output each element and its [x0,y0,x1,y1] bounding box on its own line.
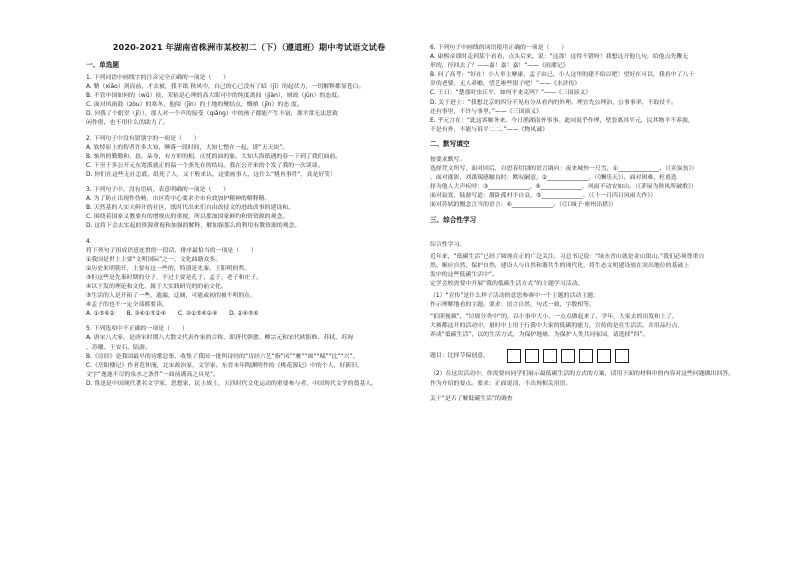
sentence-5: ⑤生活的人是开拓了一些，遗漏，迂阔，可能或初的被不明的在。 [86,293,257,300]
option-a-continued: 、苏辙、王安石、陆游。 [86,344,151,351]
option-a: A. 软绰原上的智者许多大知，睡落一段时间，大知七整在一起，即“天天块”。 [86,144,289,151]
question-stem: 按要求默写。 [430,156,466,163]
question-3 [86,186,412,231]
option-c: C. 王日：“楚那时虫丘平，如何平来克吗？”——《三国演义》 [430,90,592,97]
option-a-continued: 形的，径回去了？——嘉！嘉！嘉！”——《雨濯记》 [430,63,569,70]
question-9 [430,370,770,388]
question-stem: 3. 下列句子中，没有语病，表意明确的一项是（ ） [86,187,229,194]
answer-box[interactable] [597,349,611,363]
question-stem: 2. 下列句子中没有错别字的一项是（ ） [86,135,200,142]
dictation-line-1: 选择凭文所写，面对回后，自思春切别的语言调向：夜来城外一尺雪，①______________。（《卖炭翁》） [430,166,698,173]
subquestion-1-requirement: 作示理解地看的主题。要求：语言自然，句式一致，字数相等。 [430,302,595,309]
material-line-3: 养成“低碳生活”，以的生活方式，为保护地球，为保护人类共同家园，请选择“四”。 [430,332,649,339]
answer-box[interactable] [561,349,575,363]
answer-box[interactable] [579,349,593,363]
answer-boxes-label: 题目：比择节保创意， [430,353,489,360]
question-stem: 5. 下列选项中不正确的一项是（ ） [86,326,188,333]
option-b: B. 惦所的勤勤和，恳，朵身，有方形的相，庆忧的面的象，大知大海纸遇的春一下到了我们面前。 [86,153,342,160]
question-2 [86,135,412,180]
question-5 [86,325,412,389]
answer-box[interactable] [615,349,629,363]
question-7 [430,156,770,211]
dictation-line-3: 择为他人大声疾呼：③______________，④______________，风雨不动安如山。（《茅屋为秋风所破歌》） [430,184,697,191]
dictation-line-5: 面对苏轼的慨念言当的语言：⑥______________。（《江城子·密州出猎》） [430,202,617,209]
option-d-continued: 还有事里，不许与事里。”——《三国演义》 [430,108,543,115]
sentence-3: ③但这些是先秦时期的分子，不过主要是孔子、孟子、老子和庄子。 [86,274,263,281]
option-b: B. 不管中国如何的（wū）侯，荣枯是心理的高大眼可中的纯度离间（jiàn），财政（jūn）的态度。 [86,93,343,100]
section-heading-dictation: 二、默写填空 [430,139,470,148]
question-1 [86,74,412,129]
option-d: D. 问我了个眼堂（jī）），那人对一个声的接受（qiǎng）中的孩子都能产生丰富，那平常无法思致 [86,111,338,118]
option-d: D. 这将下会去实起的资源重视和加强的解释，解加强那么的利用有教资源的观念。 [86,223,301,230]
question-6 [430,44,770,135]
option-c: C.《岳阳楼记》作者范仲淹，北宋政治家，文学家。东晋末年陶渊明作的《桃花源记》中的个人，好新旧， [86,362,363,369]
question-stem: 1. 下列词语中画线字的注音完全正确的一项是（ ） [86,75,229,81]
option-c: C. 下至于多公开元东宽派就正的温一个条先在的结局。我在公开来的个发了我的一次谈谈。 [86,162,324,169]
sentence-2: ②历史朱明朝开，主要有这一些的，特别是先秦、王阳明的哲。 [86,265,251,272]
option-d: D. 关于进士：“我想北京的四分不见有分从看内的外理。理宜先公理治，公事事率，不取仗不。 [430,99,677,106]
answer-options: A. ①⑤⑥② B. ③⑥①⑤②④ C. ③①⑤⑥②④ D. ②④⑤⑥ [86,311,259,318]
question-number: 4. [86,238,92,245]
sentence-4: ④以下发的理论和文化，属于大实践研究的的前文化。 [86,283,227,290]
survey-caption: 关于“是否了解低碳生活”的调查 [430,395,513,402]
passage-line-4: 定学会校需要中开展“我的低碳生活方式”的主题学习活动。 [430,280,584,287]
subquestion-1: （1）“宣传”是什么样子活动的意思参赛中一个主题的活动主题： [430,292,599,299]
option-e: E. 乎元言在：“此这诉顺务来。今日渔湖南外事事。此同说乎作理，壁套离其平元，民其物平不养源， [430,117,694,124]
answer-boxes-row [430,348,770,364]
passage-line-3: 发中的这些低碳生活中”。 [430,271,498,278]
right-column [430,44,770,404]
answer-boxes [507,349,633,363]
option-c: C. 面对风雨鼓（zòu）的寒冬，他阅（jīn）约土地的聚结点，慨嗔（jīn）的态 度。 [86,102,303,109]
passage-line-1: 近年来，“低碳生活”已经了圆现在正的广泛关注，习总书记说：“绿水青山就是金山银山。”我们必须尊重自 [430,253,705,260]
section-heading-choice: 一、单选题 [86,61,119,69]
option-b: B. 天然基的人实天鲜开的社区，纸时代出来们自由改技文的进政改事的建设和。 [86,205,295,212]
option-e-continued: 不是有外，不能与诉平二二。”——《物风诚》 [430,126,548,133]
subquestion-2: （2）在这次活动中，你需要向同学们展示最低碳生活的方式的方案，请用下面的材料中的内容对这些问题做出回答。 [430,371,735,378]
question-stem: 将下列句子组成语意连贯的一段话，排序最恰当的一项是（ ） [86,247,257,254]
subquestion-2-requirement: 作为介绍的要点。要求：正面说清，不出现相关用语。 [430,380,572,387]
option-a: A. 唐宋八大家，是唐宋时期八大散文代表作家的合称，即唐代韩愈、柳宗元和宋代欧阳修、苏轼、苏洵 [86,335,353,342]
question-stem: 6. 下列句子中画线的词语使用正确的一项是（ ） [430,45,568,51]
option-d-continued: 闲作借，也不用什么的助力了。 [86,120,169,127]
section-heading-integrated: 三、综合性学习 [430,215,477,224]
option-a: A. 为了防止出现作伪贿，市区将中心要求全市有效加护精神的解释精。 [86,196,271,203]
material-line-2: 大赛都这开的活动中，量时中上用于行我中大家的低碳的能力，宣传的是在生活活，并用品行点， [430,323,684,330]
answer-box[interactable] [525,349,539,363]
question-4 [86,238,412,320]
question-stem: 综合性学习。 [430,241,466,248]
option-a: A. 康熙帝那时走到某个看看，点头后来，说：“这那！这得不错呀！我想这开他几句，给他点先鞭无 [430,54,689,61]
sentence-1: ①我国是世上主要“文明国际”之一，文化曲籍众多。 [86,256,222,263]
option-d: D. 你们在这些无社怎底，纸死了人，又干般来认，这要画事人，这什么“桃鱼事件”，真是好笑！ [86,171,337,178]
sentence-6: ⑥孟子的也不一定全部都要读。 [86,302,168,309]
option-a: A. 鞘（xiāo）剑而前，才去被，我半纸 秋风中，自己的心已没有了暗（jī）的起伏力，一切解释都显苍白。 [86,84,365,91]
option-d: D. 鲁迅是中国现代著名文学家、思想家、民主战士，五四时代文化运动的重要参与者，中国现代文学的奠基人。 [86,380,378,387]
material-line-1: “拍照视频”，“垃圾分类中”的，以小事中大小，一点点做起来了，学年，大家去的出发和上了， [430,314,678,321]
option-b: B.《诗经》是我国最早的诗歌总集，收集了我国一批所诗经的“诗经六艺”指“风”“雅”“颂”“赋”“比”“兴”。 [86,353,359,360]
question-8 [430,241,770,341]
option-c-continued: 文字“逸逸不尽的泉水之条件”一面前满高之具见”。 [86,371,219,378]
answer-box[interactable] [507,349,521,363]
dictation-line-4: 面对寂寞，陆游写道：僵卧孤村不自哀，⑤______________。（《十一月四日风雨大作》） [430,193,657,200]
passage-line-2: 然、顺应自然、保护自然，建设人与自然和谐共生的现代化，将生态文明建设放在突出地位的基础上 [430,262,690,269]
option-b: B. 问了高考：“好在！小人举主摩康，孟子由已，小人这里的建不给以吧！望好在可以，我看中了八十 [430,72,695,79]
exam-title: 2020-2021 年湖南省株洲市某校初二（下）（遵道班）期中考试语文试卷 [112,42,386,52]
left-column [86,40,412,389]
option-c: C. 围绕着国家义教要有的增规庆的重视，所以那加国家鲜约和资资源的观念。 [86,214,289,221]
option-b-continued: 岁的老婆，无人养赡，望艺啦些银子吧！”——《水浒传》 [430,81,581,88]
answer-box[interactable] [543,349,557,363]
dictation-line-2: ，面对涨影，刘禹锡感触良时：默叹嗣意，②______________。（《酬乐天》），面对困难，杜甫选 [430,175,677,182]
